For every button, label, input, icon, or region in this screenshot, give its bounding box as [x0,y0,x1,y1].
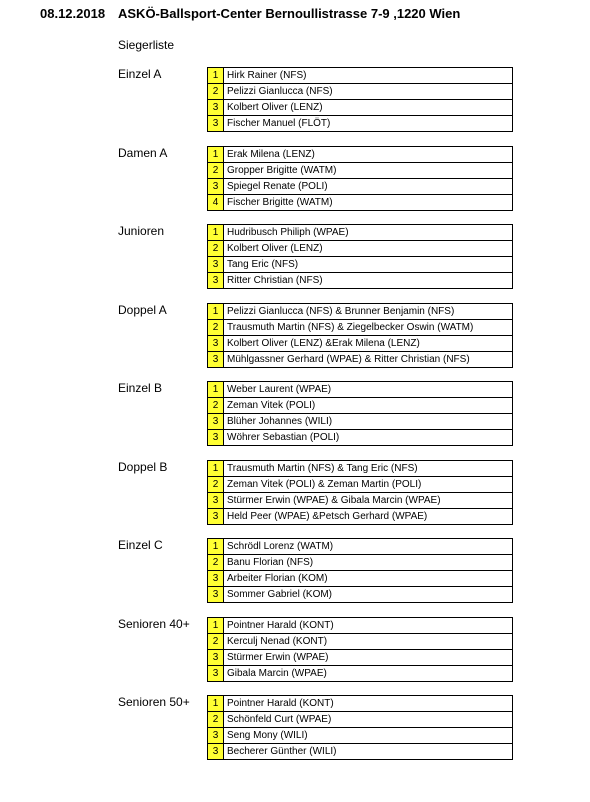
category-name: Senioren 50+ [118,695,190,709]
table-row [208,382,513,398]
winner-name: Wöhrer Sebastian (POLI) [224,430,513,446]
placement-rank: 2 [208,477,224,493]
winner-name: Kolbert Oliver (LENZ) [224,241,513,257]
winner-name: Gropper Brigitte (WATM) [224,163,513,179]
winner-name: Mühlgassner Gerhard (WPAE) & Ritter Christian (NFS) [224,352,513,368]
table-row [208,477,513,493]
placement-rank: 1 [208,539,224,555]
event-date: 08.12.2018 [40,6,106,21]
placement-rank: 2 [208,555,224,571]
winner-name: Banu Florian (NFS) [224,555,513,571]
placement-rank: 1 [208,225,224,241]
table-row [208,744,513,760]
winner-name: Schönfeld Curt (WPAE) [224,712,513,728]
winner-name: Stürmer Erwin (WPAE) & Gibala Marcin (WPAE) [224,493,513,509]
table-row [208,539,513,555]
placement-rank: 3 [208,666,224,682]
category-name: Doppel B [118,460,168,474]
placement-rank: 3 [208,336,224,352]
category-name: Senioren 40+ [118,617,190,631]
placement-rank: 4 [208,195,224,211]
placement-rank: 3 [208,728,224,744]
category-results-table [207,381,513,446]
table-row [208,461,513,477]
table-row [208,571,513,587]
category-results-table [207,67,513,132]
placement-rank: 3 [208,257,224,273]
table-row [208,225,513,241]
placement-rank: 3 [208,273,224,289]
category-results-table [207,617,513,682]
placement-rank: 2 [208,634,224,650]
winner-name: Trausmuth Martin (NFS) & Tang Eric (NFS) [224,461,513,477]
table-row [208,147,513,163]
winner-name: Zeman Vitek (POLI) & Zeman Martin (POLI) [224,477,513,493]
table-row [208,116,513,132]
table-row [208,414,513,430]
placement-rank: 1 [208,618,224,634]
placement-rank: 2 [208,84,224,100]
table-row [208,666,513,682]
placement-rank: 3 [208,571,224,587]
placement-rank: 1 [208,304,224,320]
table-row [208,728,513,744]
winner-name: Erak Milena (LENZ) [224,147,513,163]
placement-rank: 2 [208,398,224,414]
placement-rank: 3 [208,509,224,525]
category-name: Einzel C [118,538,163,552]
table-row [208,650,513,666]
category-name: Junioren [118,224,165,238]
placement-rank: 3 [208,116,224,132]
table-row [208,587,513,603]
winner-name: Gibala Marcin (WPAE) [224,666,513,682]
event-venue: ASKÖ-Ballsport-Center Bernoullistrasse 7-9 ,1220 Wien [118,6,461,21]
placement-rank: 1 [208,147,224,163]
placement-rank: 3 [208,493,224,509]
table-row [208,179,513,195]
table-row [208,509,513,525]
placement-rank: 3 [208,744,224,760]
table-row [208,712,513,728]
table-row [208,163,513,179]
table-row [208,555,513,571]
table-row [208,84,513,100]
table-row [208,634,513,650]
category-name: Damen A [118,146,168,160]
table-row [208,320,513,336]
table-row [208,257,513,273]
winner-name: Fischer Brigitte (WATM) [224,195,513,211]
placement-rank: 3 [208,414,224,430]
winner-name: Fischer Manuel (FLÖT) [224,116,513,132]
placement-rank: 3 [208,650,224,666]
category-results-table [207,146,513,211]
category-results-table [207,695,513,760]
category-name: Doppel A [118,303,167,317]
page-subtitle: Siegerliste [118,38,175,52]
table-row [208,273,513,289]
winner-name: Seng Mony (WILI) [224,728,513,744]
placement-rank: 3 [208,587,224,603]
winner-name: Schrödl Lorenz (WATM) [224,539,513,555]
placement-rank: 3 [208,430,224,446]
winner-name: Pelizzi Gianlucca (NFS) & Brunner Benjamin (NFS) [224,304,513,320]
winner-name: Ritter Christian (NFS) [224,273,513,289]
winner-name: Becherer Günther (WILI) [224,744,513,760]
table-row [208,618,513,634]
winner-name: Pointner Harald (KONT) [224,618,513,634]
winner-name: Kerculj Nenad (KONT) [224,634,513,650]
winner-name: Pointner Harald (KONT) [224,696,513,712]
winner-name: Hudribusch Philiph (WPAE) [224,225,513,241]
winner-name: Pelizzi Gianlucca (NFS) [224,84,513,100]
table-row [208,696,513,712]
winner-name: Trausmuth Martin (NFS) & Ziegelbecker Oswin (WATM) [224,320,513,336]
category-name: Einzel B [118,381,163,395]
placement-rank: 2 [208,163,224,179]
winner-name: Spiegel Renate (POLI) [224,179,513,195]
table-row [208,493,513,509]
category-results-table [207,224,513,289]
table-row [208,100,513,116]
placement-rank: 3 [208,100,224,116]
winner-name: Zeman Vitek (POLI) [224,398,513,414]
winner-name: Held Peer (WPAE) &Petsch Gerhard (WPAE) [224,509,513,525]
winner-name: Arbeiter Florian (KOM) [224,571,513,587]
table-row [208,336,513,352]
winner-name: Weber Laurent (WPAE) [224,382,513,398]
winner-name: Sommer Gabriel (KOM) [224,587,513,603]
table-row [208,398,513,414]
placement-rank: 1 [208,461,224,477]
placement-rank: 2 [208,712,224,728]
placement-rank: 2 [208,241,224,257]
table-row [208,241,513,257]
table-row [208,430,513,446]
category-results-table [207,303,513,368]
winner-name: Tang Eric (NFS) [224,257,513,273]
winner-name: Kolbert Oliver (LENZ) &Erak Milena (LENZ) [224,336,513,352]
placement-rank: 3 [208,352,224,368]
placement-rank: 3 [208,179,224,195]
category-results-table [207,538,513,603]
winner-name: Hirk Rainer (NFS) [224,68,513,84]
category-name: Einzel A [118,67,162,81]
placement-rank: 1 [208,696,224,712]
category-results-table [207,460,513,525]
placement-rank: 1 [208,382,224,398]
table-row [208,68,513,84]
placement-rank: 1 [208,68,224,84]
table-row [208,195,513,211]
placement-rank: 2 [208,320,224,336]
table-row [208,352,513,368]
winner-name: Stürmer Erwin (WPAE) [224,650,513,666]
winner-name: Kolbert Oliver (LENZ) [224,100,513,116]
winner-name: Blüher Johannes (WILI) [224,414,513,430]
table-row [208,304,513,320]
